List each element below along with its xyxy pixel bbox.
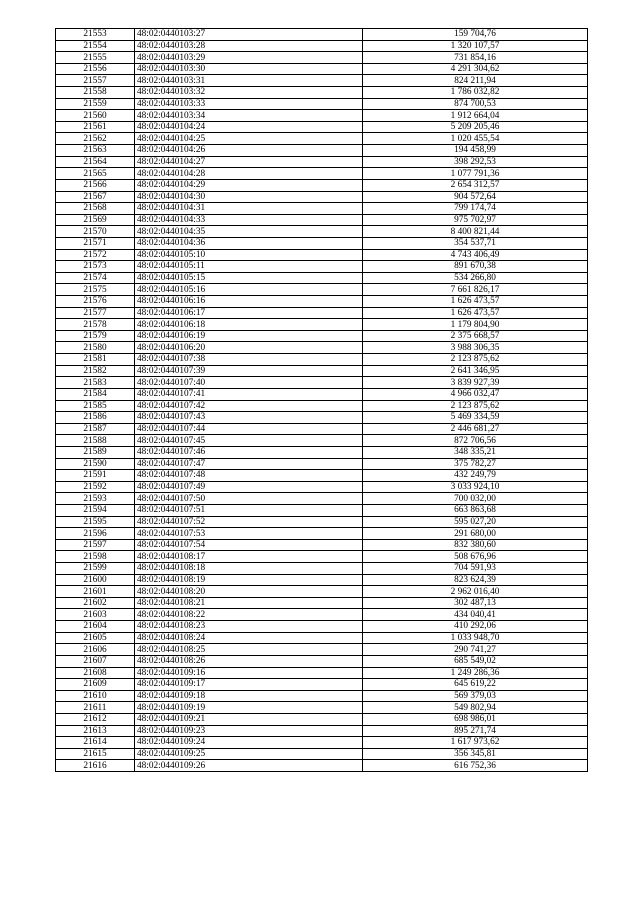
row-number-cell: 21597 [56,539,135,551]
cadastral-number-cell: 48:02:0440107:50 [135,493,363,505]
table-row [56,690,588,702]
row-number-cell: 21593 [56,493,135,505]
cadastral-number-cell: 48:02:0440109:25 [135,748,363,760]
cadastral-value-cell: 302 487,13 [363,597,588,609]
cadastral-number-cell: 48:02:0440103:33 [135,98,363,110]
cadastral-value-cell: 4 966 032,47 [363,388,588,400]
row-number-cell: 21583 [56,377,135,389]
row-number-cell: 21586 [56,412,135,424]
table-row [56,179,588,191]
cadastral-number-cell: 48:02:0440108:22 [135,609,363,621]
cadastral-value-table [55,28,588,772]
table-row [56,145,588,157]
cadastral-number-cell: 48:02:0440104:29 [135,179,363,191]
table-row [56,481,588,493]
row-number-cell: 21581 [56,354,135,366]
cadastral-value-cell: 872 706,56 [363,435,588,447]
table-row [56,249,588,261]
cadastral-number-cell: 48:02:0440109:19 [135,702,363,714]
cadastral-number-cell: 48:02:0440108:18 [135,563,363,575]
cadastral-value-cell: 356 345,81 [363,748,588,760]
row-number-cell: 21553 [56,29,135,41]
row-number-cell: 21588 [56,435,135,447]
row-number-cell: 21578 [56,319,135,331]
table-row [56,597,588,609]
table-row [56,307,588,319]
row-number-cell: 21594 [56,504,135,516]
cadastral-value-cell: 4 743 406,49 [363,249,588,261]
row-number-cell: 21615 [56,748,135,760]
table-row [56,52,588,64]
row-number-cell: 21564 [56,156,135,168]
table-row [56,586,588,598]
cadastral-value-cell: 975 702,97 [363,214,588,226]
row-number-cell: 21600 [56,574,135,586]
cadastral-number-cell: 48:02:0440104:36 [135,237,363,249]
row-number-cell: 21565 [56,168,135,180]
cadastral-number-cell: 48:02:0440106:20 [135,342,363,354]
cadastral-value-cell: 8 400 821,44 [363,226,588,238]
cadastral-number-cell: 48:02:0440103:30 [135,63,363,75]
cadastral-number-cell: 48:02:0440105:11 [135,261,363,273]
table-row [56,679,588,691]
cadastral-value-cell: 508 676,96 [363,551,588,563]
cadastral-value-cell: 434 040,41 [363,609,588,621]
table-row [56,296,588,308]
cadastral-number-cell: 48:02:0440109:26 [135,760,363,772]
cadastral-value-cell: 354 537,71 [363,237,588,249]
table-row [56,644,588,656]
row-number-cell: 21557 [56,75,135,87]
table-row [56,87,588,99]
cadastral-number-cell: 48:02:0440104:35 [135,226,363,238]
table-row [56,214,588,226]
table-row [56,713,588,725]
table-row [56,121,588,133]
cadastral-value-cell: 1 626 473,57 [363,307,588,319]
table-row [56,563,588,575]
row-number-cell: 21563 [56,145,135,157]
cadastral-value-cell: 904 572,64 [363,191,588,203]
row-number-cell: 21572 [56,249,135,261]
table-row [56,400,588,412]
row-number-cell: 21576 [56,296,135,308]
row-number-cell: 21606 [56,644,135,656]
cadastral-value-cell: 595 027,20 [363,516,588,528]
cadastral-number-cell: 48:02:0440109:18 [135,690,363,702]
cadastral-value-cell: 832 380,60 [363,539,588,551]
cadastral-number-cell: 48:02:0440109:16 [135,667,363,679]
table-row [56,284,588,296]
cadastral-value-cell: 891 670,38 [363,261,588,273]
cadastral-number-cell: 48:02:0440107:46 [135,446,363,458]
cadastral-value-cell: 569 379,03 [363,690,588,702]
cadastral-number-cell: 48:02:0440108:20 [135,586,363,598]
table-row [56,98,588,110]
row-number-cell: 21558 [56,87,135,99]
cadastral-number-cell: 48:02:0440105:10 [135,249,363,261]
cadastral-value-cell: 799 174,74 [363,203,588,215]
table-row [56,261,588,273]
row-number-cell: 21609 [56,679,135,691]
table-row [56,330,588,342]
row-number-cell: 21580 [56,342,135,354]
cadastral-value-cell: 874 700,53 [363,98,588,110]
cadastral-number-cell: 48:02:0440108:26 [135,655,363,667]
cadastral-value-cell: 2 123 875,62 [363,400,588,412]
table-row [56,133,588,145]
table-row [56,237,588,249]
table-row [56,423,588,435]
row-number-cell: 21568 [56,203,135,215]
row-number-cell: 21590 [56,458,135,470]
table-row [56,516,588,528]
row-number-cell: 21613 [56,725,135,737]
row-number-cell: 21561 [56,121,135,133]
row-number-cell: 21575 [56,284,135,296]
table-row [56,29,588,41]
cadastral-value-cell: 2 375 668,57 [363,330,588,342]
cadastral-value-cell: 895 271,74 [363,725,588,737]
cadastral-value-cell: 3 988 306,35 [363,342,588,354]
table-row [56,632,588,644]
row-number-cell: 21611 [56,702,135,714]
table-row [56,574,588,586]
cadastral-value-cell: 645 619,22 [363,679,588,691]
cadastral-value-cell: 5 209 205,46 [363,121,588,133]
cadastral-value-cell: 432 249,79 [363,470,588,482]
table-row [56,388,588,400]
cadastral-value-cell: 1 912 664,04 [363,110,588,122]
cadastral-number-cell: 48:02:0440103:29 [135,52,363,64]
cadastral-value-cell: 2 641 346,95 [363,365,588,377]
cadastral-value-cell: 1 077 791,36 [363,168,588,180]
table-row [56,342,588,354]
row-number-cell: 21599 [56,563,135,575]
cadastral-number-cell: 48:02:0440103:27 [135,29,363,41]
cadastral-number-cell: 48:02:0440104:31 [135,203,363,215]
cadastral-number-cell: 48:02:0440107:54 [135,539,363,551]
row-number-cell: 21614 [56,737,135,749]
cadastral-number-cell: 48:02:0440105:16 [135,284,363,296]
cadastral-number-cell: 48:02:0440109:23 [135,725,363,737]
cadastral-value-cell: 2 654 312,57 [363,179,588,191]
row-number-cell: 21560 [56,110,135,122]
cadastral-value-cell: 824 211,94 [363,75,588,87]
row-number-cell: 21559 [56,98,135,110]
row-number-cell: 21602 [56,597,135,609]
table-row [56,551,588,563]
row-number-cell: 21566 [56,179,135,191]
table-row [56,203,588,215]
table-row [56,702,588,714]
table-row [56,63,588,75]
table-row [56,40,588,52]
table-row [56,621,588,633]
table-row [56,609,588,621]
row-number-cell: 21605 [56,632,135,644]
cadastral-number-cell: 48:02:0440103:31 [135,75,363,87]
cadastral-number-cell: 48:02:0440107:44 [135,423,363,435]
cadastral-number-cell: 48:02:0440103:34 [135,110,363,122]
row-number-cell: 21584 [56,388,135,400]
cadastral-number-cell: 48:02:0440103:28 [135,40,363,52]
cadastral-number-cell: 48:02:0440106:19 [135,330,363,342]
table-row [56,539,588,551]
row-number-cell: 21570 [56,226,135,238]
cadastral-number-cell: 48:02:0440106:16 [135,296,363,308]
cadastral-number-cell: 48:02:0440107:52 [135,516,363,528]
cadastral-value-cell: 2 123 875,62 [363,354,588,366]
cadastral-number-cell: 48:02:0440109:17 [135,679,363,691]
row-number-cell: 21603 [56,609,135,621]
cadastral-number-cell: 48:02:0440107:49 [135,481,363,493]
row-number-cell: 21592 [56,481,135,493]
row-number-cell: 21555 [56,52,135,64]
cadastral-number-cell: 48:02:0440107:47 [135,458,363,470]
cadastral-number-cell: 48:02:0440107:53 [135,528,363,540]
cadastral-value-cell: 1 320 107,57 [363,40,588,52]
cadastral-number-cell: 48:02:0440108:21 [135,597,363,609]
table-row [56,168,588,180]
table-row [56,191,588,203]
cadastral-value-cell: 1 617 973,62 [363,737,588,749]
row-number-cell: 21604 [56,621,135,633]
table-row [56,760,588,772]
cadastral-number-cell: 48:02:0440107:51 [135,504,363,516]
cadastral-value-cell: 1 179 804,90 [363,319,588,331]
table-row [56,470,588,482]
table-row [56,667,588,679]
cadastral-number-cell: 48:02:0440108:19 [135,574,363,586]
row-number-cell: 21571 [56,237,135,249]
cadastral-value-cell: 410 292,06 [363,621,588,633]
row-number-cell: 21574 [56,272,135,284]
cadastral-value-cell: 4 291 304,62 [363,63,588,75]
cadastral-value-cell: 731 854,16 [363,52,588,64]
table-row [56,655,588,667]
row-number-cell: 21601 [56,586,135,598]
cadastral-value-cell: 1 626 473,57 [363,296,588,308]
row-number-cell: 21579 [56,330,135,342]
cadastral-number-cell: 48:02:0440108:24 [135,632,363,644]
cadastral-value-cell: 1 033 948,70 [363,632,588,644]
row-number-cell: 21585 [56,400,135,412]
cadastral-value-cell: 823 624,39 [363,574,588,586]
row-number-cell: 21596 [56,528,135,540]
row-number-cell: 21577 [56,307,135,319]
table-body [56,29,588,772]
row-number-cell: 21598 [56,551,135,563]
cadastral-value-cell: 685 549,02 [363,655,588,667]
cadastral-value-cell: 290 741,27 [363,644,588,656]
cadastral-value-cell: 704 591,93 [363,563,588,575]
cadastral-value-cell: 3 033 924,10 [363,481,588,493]
table-row [56,435,588,447]
cadastral-value-cell: 698 986,01 [363,713,588,725]
row-number-cell: 21556 [56,63,135,75]
cadastral-value-cell: 348 335,21 [363,446,588,458]
cadastral-number-cell: 48:02:0440107:39 [135,365,363,377]
table-row [56,412,588,424]
cadastral-value-cell: 2 962 016,40 [363,586,588,598]
table-row [56,377,588,389]
cadastral-value-cell: 398 292,53 [363,156,588,168]
table-row [56,272,588,284]
cadastral-value-cell: 700 032,00 [363,493,588,505]
table-row [56,528,588,540]
cadastral-value-cell: 375 782,27 [363,458,588,470]
cadastral-value-cell: 291 680,00 [363,528,588,540]
cadastral-number-cell: 48:02:0440107:43 [135,412,363,424]
row-number-cell: 21591 [56,470,135,482]
table-row [56,446,588,458]
cadastral-value-cell: 2 446 681,27 [363,423,588,435]
table-row [56,737,588,749]
table-row [56,493,588,505]
cadastral-number-cell: 48:02:0440107:45 [135,435,363,447]
row-number-cell: 21612 [56,713,135,725]
cadastral-number-cell: 48:02:0440108:23 [135,621,363,633]
table-row [56,319,588,331]
cadastral-number-cell: 48:02:0440103:32 [135,87,363,99]
table-row [56,226,588,238]
cadastral-number-cell: 48:02:0440104:25 [135,133,363,145]
cadastral-number-cell: 48:02:0440109:24 [135,737,363,749]
cadastral-value-cell: 194 458,99 [363,145,588,157]
cadastral-value-cell: 616 752,36 [363,760,588,772]
table-row [56,156,588,168]
cadastral-number-cell: 48:02:0440107:41 [135,388,363,400]
row-number-cell: 21589 [56,446,135,458]
row-number-cell: 21562 [56,133,135,145]
table-row [56,365,588,377]
row-number-cell: 21573 [56,261,135,273]
cadastral-value-cell: 159 704,76 [363,29,588,41]
table-row [56,748,588,760]
cadastral-value-cell: 5 469 334,59 [363,412,588,424]
cadastral-number-cell: 48:02:0440105:15 [135,272,363,284]
cadastral-number-cell: 48:02:0440107:40 [135,377,363,389]
table-row [56,354,588,366]
row-number-cell: 21595 [56,516,135,528]
cadastral-number-cell: 48:02:0440104:27 [135,156,363,168]
cadastral-number-cell: 48:02:0440106:18 [135,319,363,331]
cadastral-number-cell: 48:02:0440107:48 [135,470,363,482]
row-number-cell: 21554 [56,40,135,52]
cadastral-value-cell: 663 863,68 [363,504,588,516]
cadastral-value-cell: 7 661 826,17 [363,284,588,296]
table-row [56,504,588,516]
row-number-cell: 21607 [56,655,135,667]
cadastral-number-cell: 48:02:0440107:38 [135,354,363,366]
table-row [56,458,588,470]
row-number-cell: 21608 [56,667,135,679]
row-number-cell: 21610 [56,690,135,702]
table-row [56,110,588,122]
row-number-cell: 21567 [56,191,135,203]
cadastral-value-cell: 1 786 032,82 [363,87,588,99]
cadastral-value-cell: 3 839 927,39 [363,377,588,389]
cadastral-number-cell: 48:02:0440108:17 [135,551,363,563]
cadastral-value-cell: 549 802,94 [363,702,588,714]
row-number-cell: 21582 [56,365,135,377]
cadastral-value-cell: 534 266,80 [363,272,588,284]
table-row [56,725,588,737]
cadastral-number-cell: 48:02:0440104:26 [135,145,363,157]
cadastral-number-cell: 48:02:0440106:17 [135,307,363,319]
cadastral-number-cell: 48:02:0440104:30 [135,191,363,203]
cadastral-number-cell: 48:02:0440109:21 [135,713,363,725]
table-row [56,75,588,87]
cadastral-number-cell: 48:02:0440107:42 [135,400,363,412]
cadastral-value-cell: 1 020 455,54 [363,133,588,145]
cadastral-value-cell: 1 249 286,36 [363,667,588,679]
row-number-cell: 21616 [56,760,135,772]
cadastral-number-cell: 48:02:0440108:25 [135,644,363,656]
cadastral-number-cell: 48:02:0440104:28 [135,168,363,180]
cadastral-number-cell: 48:02:0440104:24 [135,121,363,133]
row-number-cell: 21587 [56,423,135,435]
row-number-cell: 21569 [56,214,135,226]
cadastral-number-cell: 48:02:0440104:33 [135,214,363,226]
